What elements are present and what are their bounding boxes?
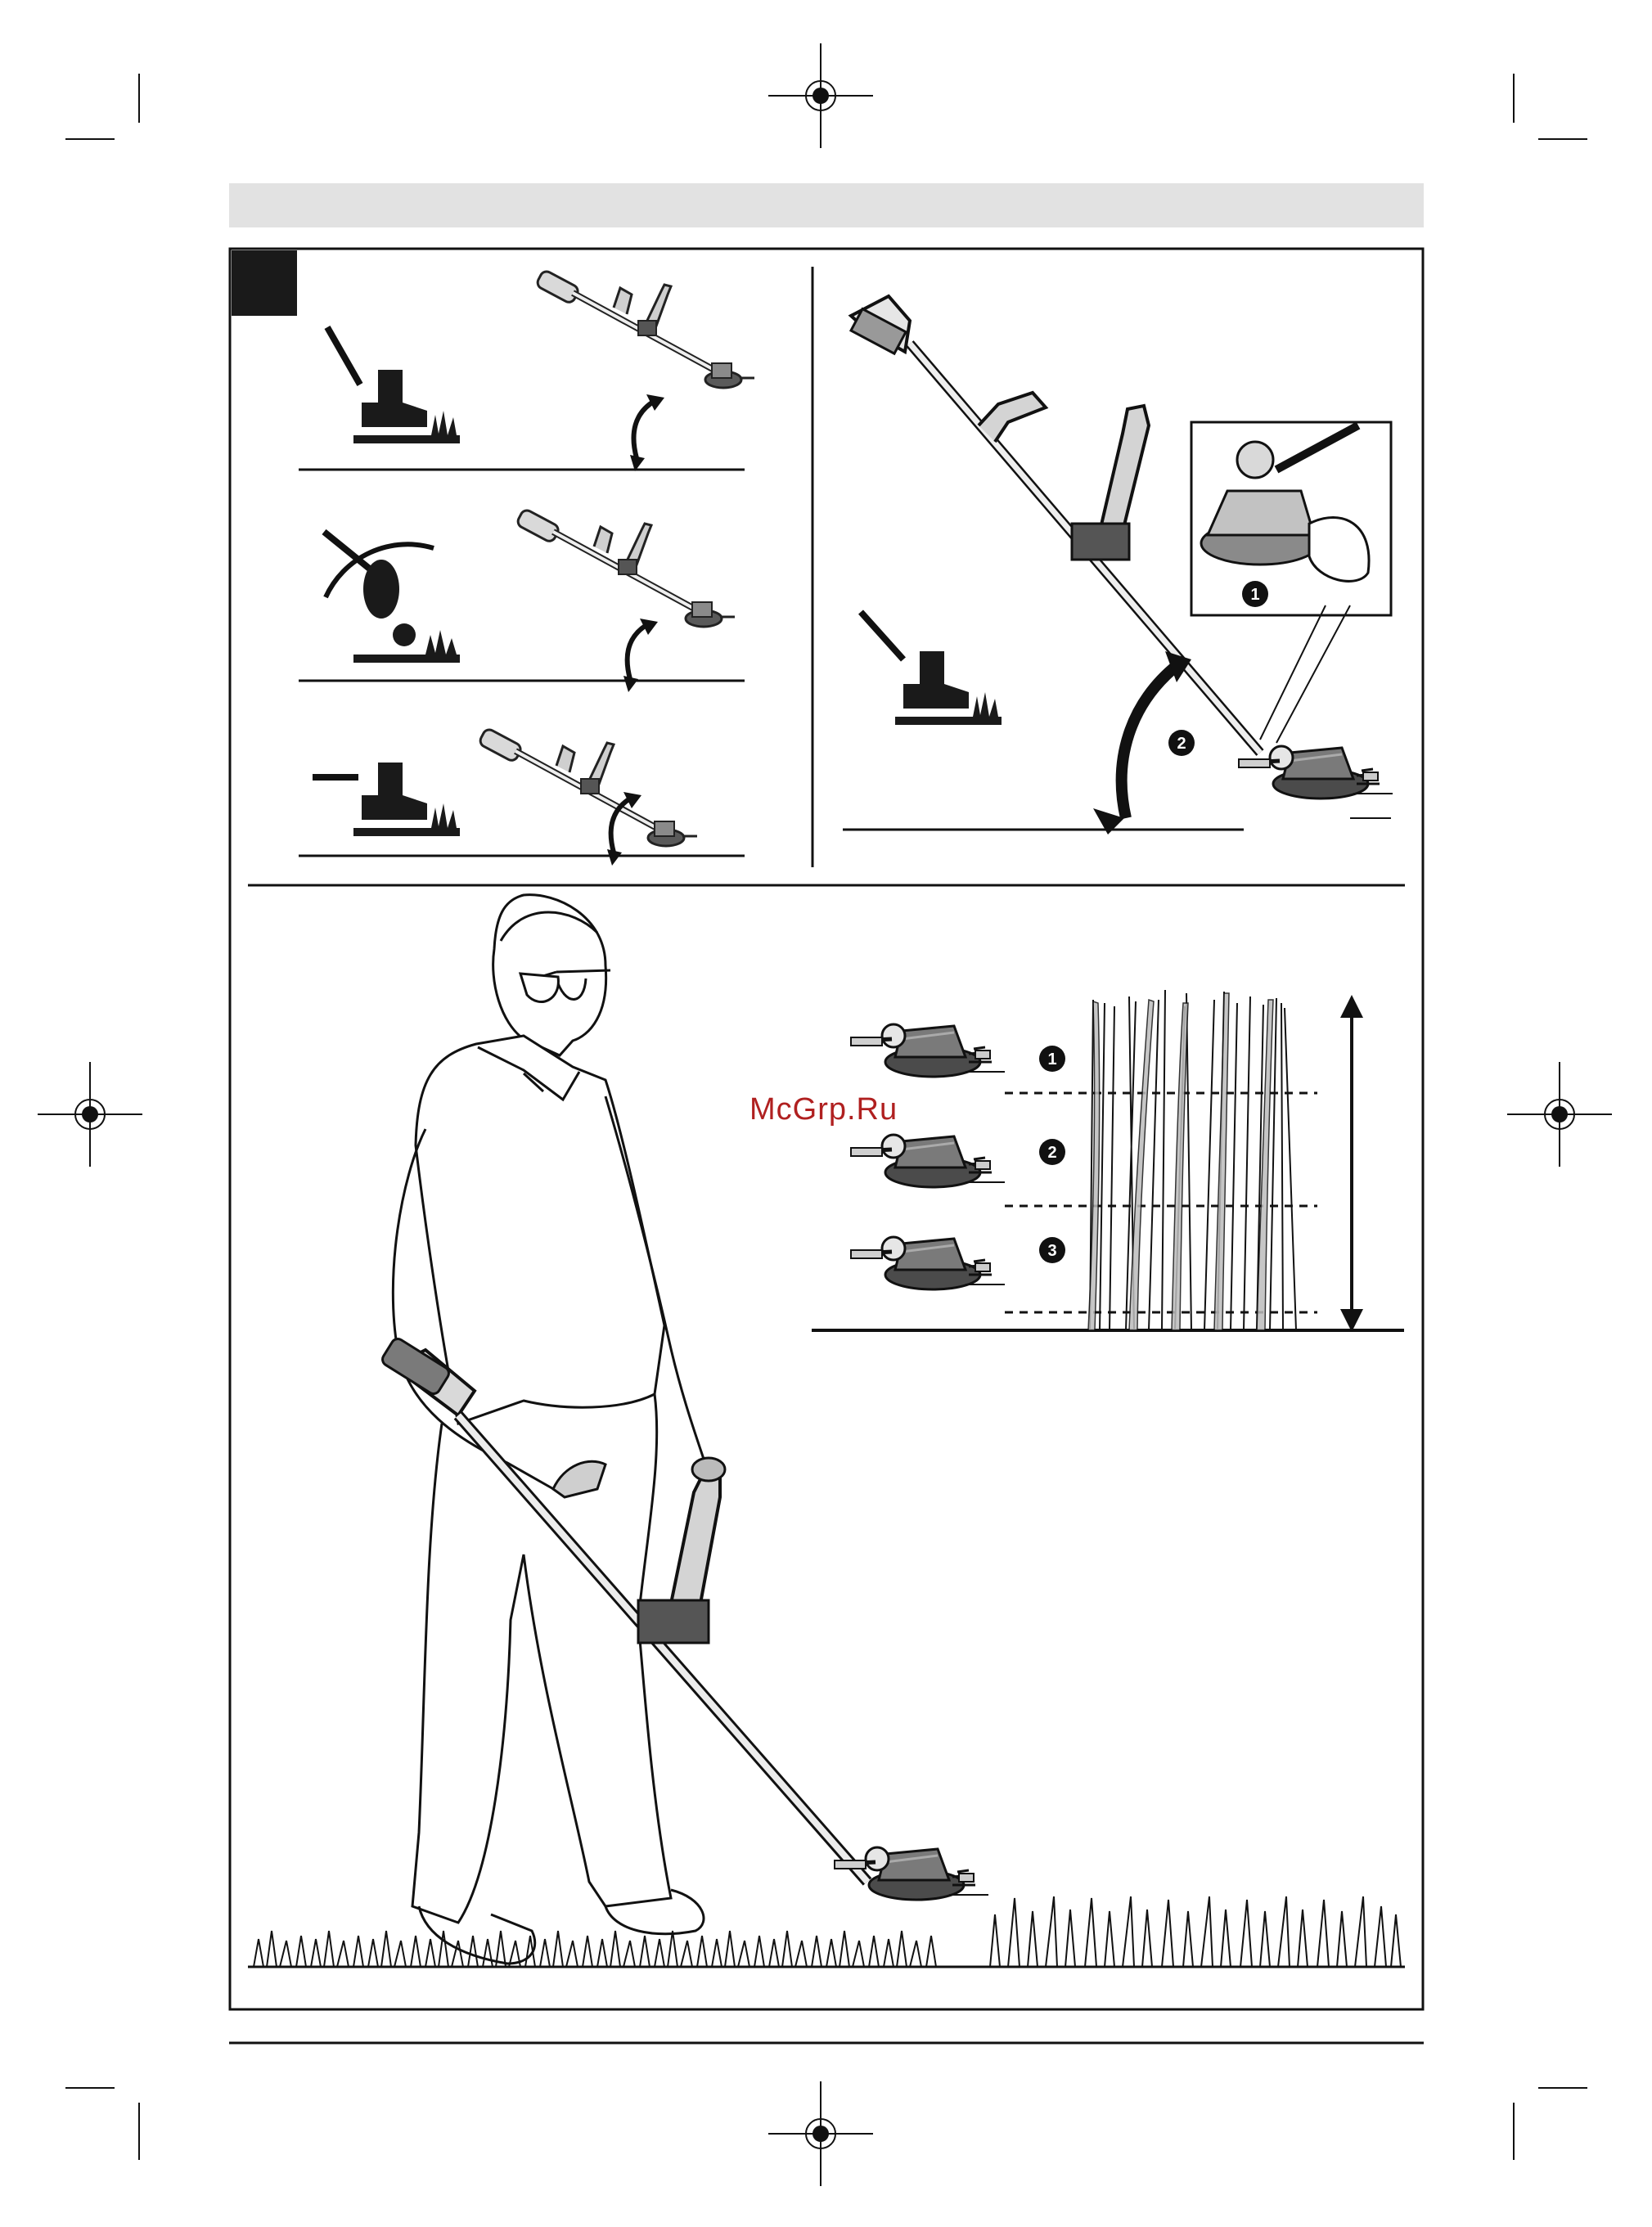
callout-3	[1039, 1237, 1065, 1263]
registration-mark-icon	[768, 2081, 873, 2186]
callout-1	[1242, 581, 1268, 607]
footprint-icon	[895, 651, 1002, 725]
person-icon	[393, 895, 713, 1964]
figure-index-box	[232, 250, 297, 316]
trimmer-icon	[535, 269, 754, 388]
grass-icon	[248, 1896, 1405, 1967]
curved-arrow-icon	[633, 401, 655, 458]
cutting-heights	[812, 990, 1404, 1332]
trimmer-head-icon	[851, 1135, 1005, 1187]
svg-text:3: 3	[1047, 1242, 1057, 1260]
svg-text:2: 2	[1047, 1144, 1057, 1162]
position-low	[299, 727, 745, 866]
trimmer-head-icon	[1239, 746, 1393, 799]
trimmer-icon	[478, 727, 697, 846]
position-correct	[299, 269, 754, 471]
footprint-icon	[353, 370, 460, 443]
registration-mark-icon	[768, 43, 873, 148]
footprint-icon	[353, 763, 460, 836]
callout-2	[1039, 1139, 1065, 1165]
svg-text:1: 1	[1047, 1051, 1057, 1069]
watermark: McGrp.Ru	[749, 1092, 898, 1127]
header-bar	[229, 183, 1424, 227]
svg-text:1: 1	[1250, 586, 1260, 604]
trimmer-icon	[380, 1337, 988, 1900]
detail-trimmer	[843, 296, 1393, 835]
callout-1	[1039, 1046, 1065, 1072]
trimmer-head-icon	[851, 1237, 1005, 1289]
callout-2	[1168, 730, 1195, 756]
svg-text:2: 2	[1177, 735, 1186, 753]
position-incorrect	[299, 508, 745, 692]
trimmer-head-icon	[851, 1024, 1005, 1077]
registration-mark-icon	[38, 1062, 142, 1167]
registration-mark-icon	[1507, 1062, 1612, 1167]
trimmer-icon	[515, 508, 735, 627]
